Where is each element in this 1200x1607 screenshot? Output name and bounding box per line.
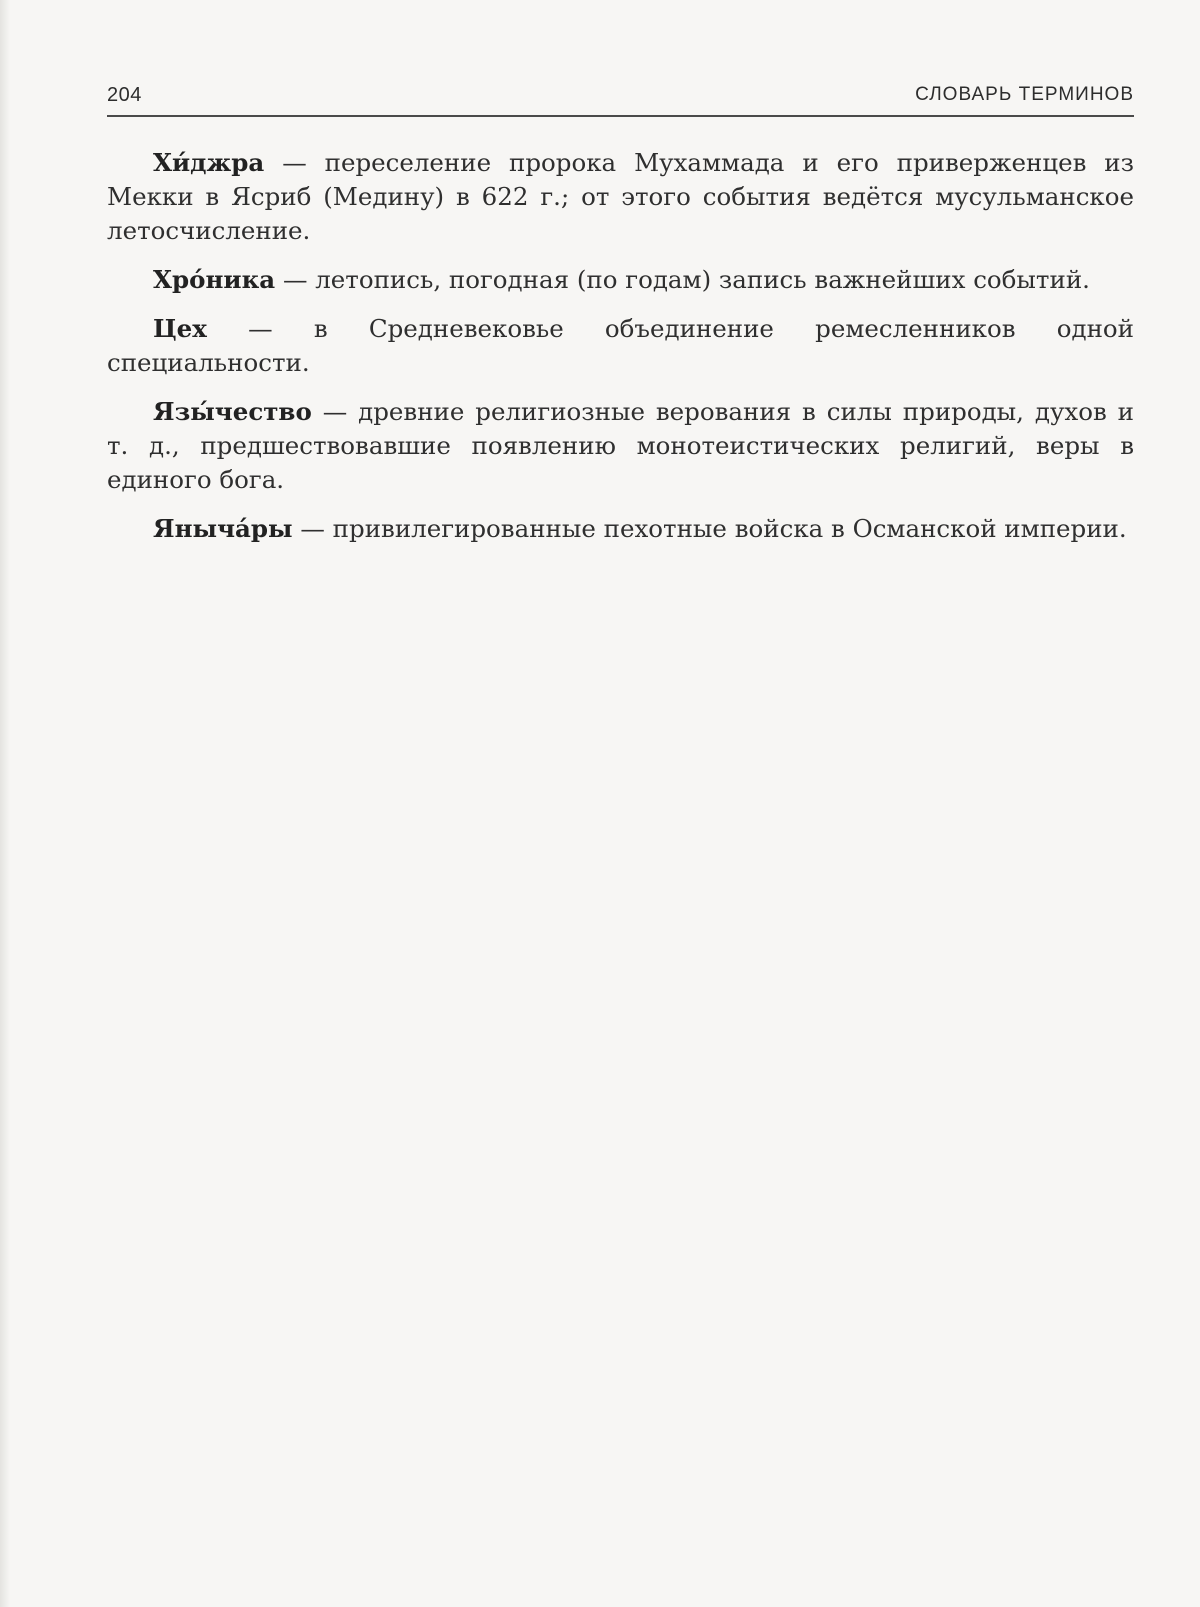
- glossary-entry: [107, 263, 1134, 297]
- glossary-entry: [107, 395, 1134, 497]
- glossary-definition: — летопись, погодная (по годам) запись важнейших событий.: [275, 265, 1090, 294]
- page-edge-shadow: [0, 0, 10, 1607]
- glossary-entries: [107, 146, 1134, 561]
- glossary-entry: [107, 312, 1134, 380]
- glossary-definition: — переселение пророка Мухаммада и его приверженцев из Мекки в Ясриб (Медину) в 622 г.; от этого события ведётся мусульманское летосчисление.: [107, 148, 1134, 245]
- glossary-definition: — древние религиозные верования в силы природы, духов и т. д., предшествовавшие появлению монотеистических религий, веры в единого бога.: [107, 397, 1134, 494]
- glossary-term: Цех: [153, 314, 207, 343]
- glossary-definition: — в Средневековье объединение ремесленников одной специальности.: [107, 314, 1134, 377]
- glossary-definition: — привилегированные пехотные войска в Османской империи.: [292, 514, 1127, 543]
- running-head: [107, 84, 1134, 112]
- glossary-entry: [107, 512, 1134, 546]
- glossary-term: Янычáры: [153, 514, 293, 543]
- glossary-entry: [107, 146, 1134, 248]
- glossary-term: Хи́джра: [153, 148, 265, 177]
- page-number: 204: [107, 84, 142, 106]
- header-divider: [107, 115, 1134, 117]
- glossary-term: Язы́чество: [153, 397, 312, 426]
- section-title: СЛОВАРЬ ТЕРМИНОВ: [915, 84, 1134, 105]
- glossary-term: Хро́ника: [153, 265, 276, 294]
